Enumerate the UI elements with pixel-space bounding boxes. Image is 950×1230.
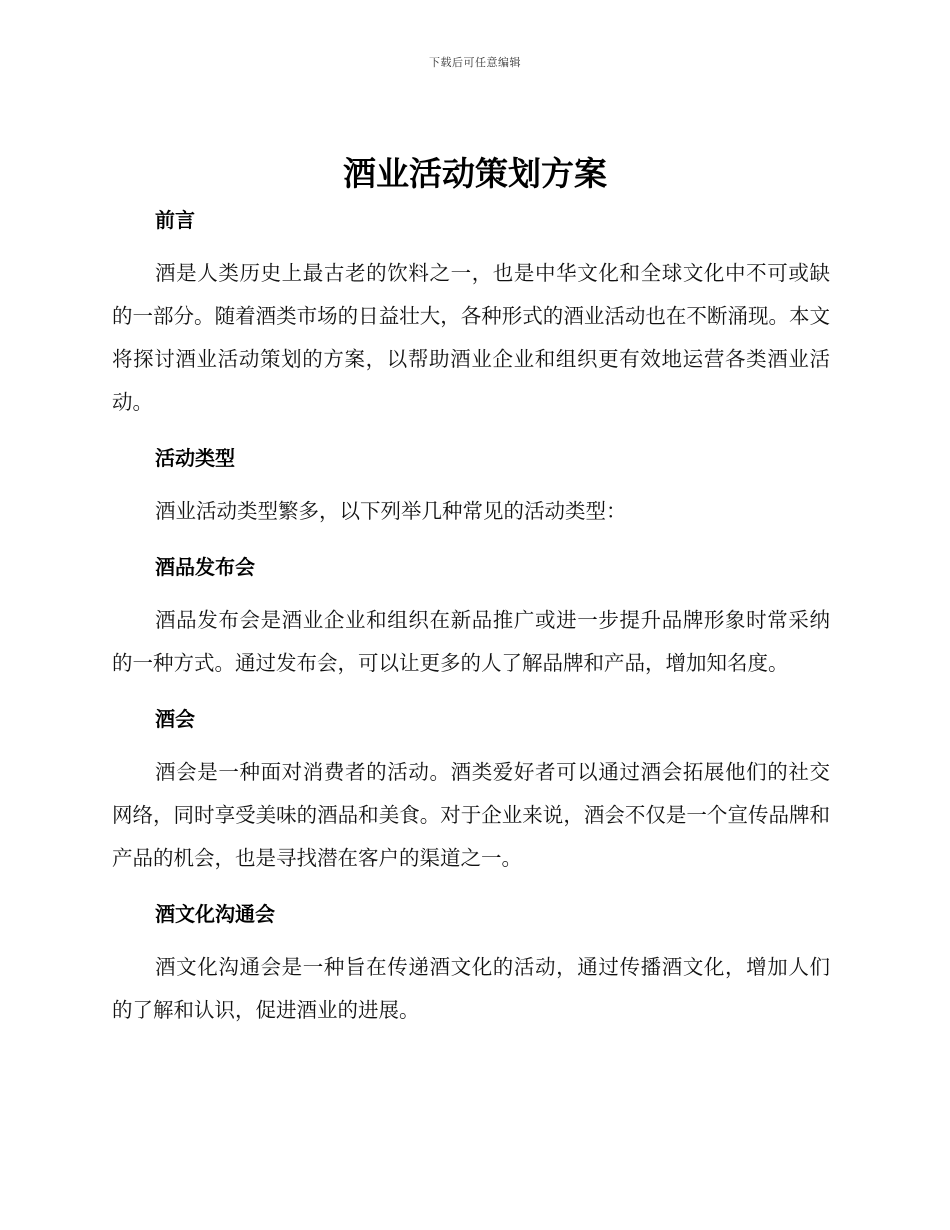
section-paragraph-wine-party: 酒会是一种面对消费者的活动。酒类爱好者可以通过酒会拓展他们的社交网络，同时享受美味的酒品和美食。对于企业来说，酒会不仅是一个宣传品牌和产品的机会，也是寻找潜在客户的渠道之一。 xyxy=(112,760,830,870)
section-heading-wine-party: 酒会 xyxy=(155,707,195,731)
section-heading-product-launch: 酒品发布会 xyxy=(155,555,255,579)
section-paragraph-activity-types: 酒业活动类型繁多，以下列举几种常见的活动类型： xyxy=(155,499,627,523)
section-heading-preface: 前言 xyxy=(155,208,195,232)
section-paragraph-wine-culture: 酒文化沟通会是一种旨在传递酒文化的活动，通过传播酒文化，增加人们的了解和认识，促进酒业的进展。 xyxy=(112,955,830,1022)
document-body xyxy=(112,202,830,1032)
header-note: 下载后可任意编辑 xyxy=(429,56,521,69)
document-title: 酒业活动策划方案 xyxy=(343,154,607,193)
section-paragraph-product-launch: 酒品发布会是酒业企业和组织在新品推广或进一步提升品牌形象时常采纳的一种方式。通过发布会，可以让更多的人了解品牌和产品，增加知名度。 xyxy=(112,608,830,675)
section-heading-wine-culture: 酒文化沟通会 xyxy=(155,902,275,926)
section-heading-activity-types: 活动类型 xyxy=(155,446,235,470)
section-paragraph-preface: 酒是人类历史上最古老的饮料之一，也是中华文化和全球文化中不可或缺的一部分。随着酒类市场的日益壮大，各种形式的酒业活动也在不断涌现。本文将探讨酒业活动策划的方案，以帮助酒业企业和组织更有效地运营各类酒业活动。 xyxy=(112,261,830,414)
